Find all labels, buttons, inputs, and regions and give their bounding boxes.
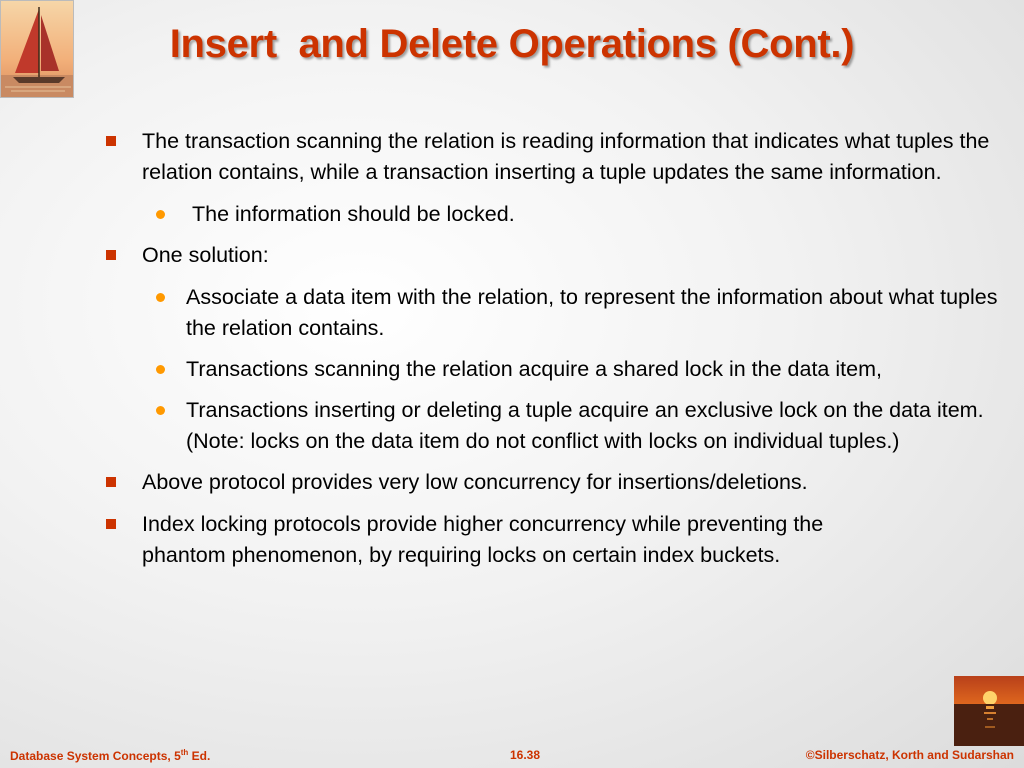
slide-title: Insert and Delete Operations (Cont.): [169, 22, 855, 66]
sub-bullet-text: Associate a data item with the relation, to represent the information about what tuples the relation contains.: [186, 285, 998, 340]
slide-content: [104, 126, 1004, 582]
square-bullet-icon: [106, 250, 116, 260]
sub-bullet-text: Transactions scanning the relation acquire a shared lock in the data item,: [186, 357, 882, 381]
slide-footer: [0, 748, 1024, 768]
bullet-item: [104, 467, 1004, 498]
sub-bullet-item: [104, 395, 1004, 457]
sub-bullet-item: [104, 282, 1004, 344]
square-bullet-icon: [106, 477, 116, 487]
footer-page-number: 16.38: [510, 748, 541, 762]
bullet-item: [104, 126, 1004, 188]
square-bullet-icon: [106, 519, 116, 529]
bullet-item: [104, 240, 1004, 271]
sub-bullet-item: [104, 354, 1004, 385]
sub-bullet-item: [104, 199, 1004, 230]
square-bullet-icon: [106, 136, 116, 146]
bullet-text: One solution:: [142, 243, 269, 267]
round-bullet-icon: [156, 293, 165, 302]
sub-bullet-text: The information should be locked.: [186, 202, 515, 226]
bullet-text: The transaction scanning the relation is reading information that indicates what tuples the relation contains, while a transaction inserting a tuple updates the same information.: [142, 129, 990, 184]
sunset-image: [954, 676, 1024, 746]
sub-bullet-text: Transactions inserting or deleting a tuple acquire an exclusive lock on the data item. (Note: locks on the data item do not conflict with locks on individual tuples.): [186, 398, 984, 453]
footer-copyright: ©Silberschatz, Korth and Sudarshan: [805, 748, 1014, 762]
bullet-text: Index locking protocols provide higher concurrency while preventing the phantom phenomenon, by requiring locks on certain index buckets.: [142, 512, 824, 567]
footer-book-title: Database System Concepts, 5th Ed.: [10, 748, 211, 763]
bullet-text: Above protocol provides very low concurrency for insertions/deletions.: [142, 470, 808, 494]
round-bullet-icon: [156, 365, 165, 374]
round-bullet-icon: [156, 210, 165, 219]
round-bullet-icon: [156, 406, 165, 415]
bullet-item: [104, 509, 832, 571]
